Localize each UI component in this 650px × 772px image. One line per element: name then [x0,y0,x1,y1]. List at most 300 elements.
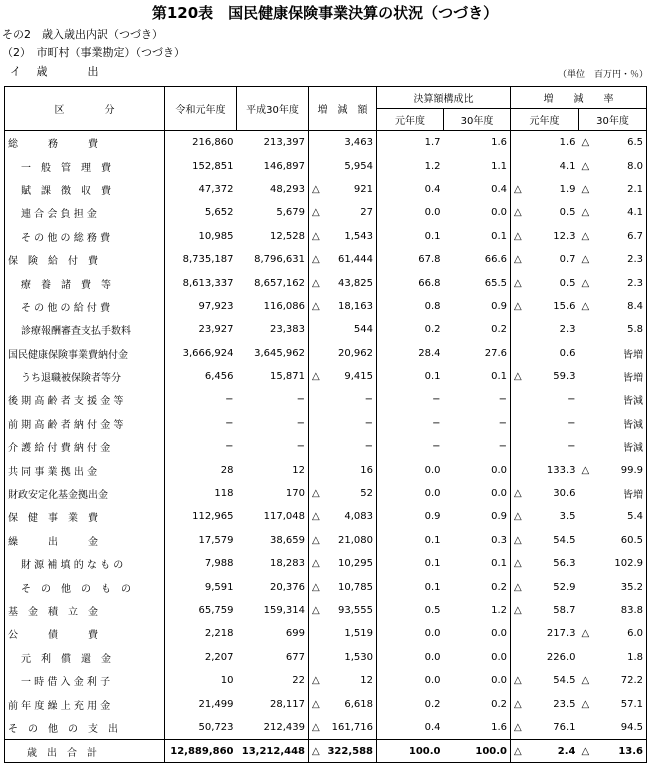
negative-mark: △ [312,745,320,757]
cell-value: 76.1 [553,721,576,733]
row-label-text: 診療報酬審査支払手数料 [21,326,131,338]
cell-value: 皆減 [623,419,643,431]
cell-value: 0.1 [424,534,441,546]
cell-cr1 [377,318,444,341]
cell-value: 0.0 [424,464,441,476]
cell-value: 10 [220,675,234,687]
cell-h30 [237,178,309,201]
cell-r1 [165,271,237,294]
cell-ch30 [444,716,511,740]
cell-value: − [432,394,441,406]
table-row [5,669,647,692]
cell-ch30 [444,295,511,318]
cell-ch30 [444,388,511,411]
row-label [5,646,165,669]
row-label-text: 財 源 補 填 的 な も の [21,560,124,572]
cell-cr1 [377,692,444,715]
cell-value: − [364,441,373,453]
cell-value: 12 [292,464,305,476]
cell-value: 3,666,924 [182,347,234,359]
cell-value: 0.2 [491,581,507,593]
cell-cr1 [377,271,444,294]
cell-cr1 [377,131,444,155]
row-label [5,505,165,528]
cell-r1 [165,435,237,458]
cell-value: 13,212,448 [241,745,305,757]
cell-cr1 [377,178,444,201]
row-label-text: 財政安定化基金拠出金 [8,490,108,502]
cell-ch30 [444,552,511,575]
header-r1: 令和元年度 [165,87,237,131]
negative-mark: △ [581,230,590,242]
cell-rr1 [511,248,579,271]
cell-value: 83.8 [620,605,643,616]
row-label-text: そ の 他 の 総 務 費 [21,232,111,244]
cell-value: 0.5 [559,207,576,219]
cell-r1 [165,131,237,155]
cell-value: 38,659 [270,534,305,546]
cell-ch30 [444,412,511,435]
negative-mark: △ [514,488,522,500]
cell-value: 0.9 [424,511,441,523]
cell-cr1 [377,154,444,177]
row-label-text: そ の 他 の 支 出 [8,723,118,735]
cell-value: 12,528 [270,230,305,242]
cell-h30 [237,225,309,248]
cell-value: 0.0 [491,488,507,500]
row-label [5,435,165,458]
cell-rh30 [579,131,647,155]
cell-rh30 [579,482,647,505]
cell-value: 22 [292,675,305,687]
row-label [5,575,165,598]
cell-h30 [237,318,309,341]
table-row [5,622,647,645]
cell-chg [309,552,377,575]
cell-ch30 [444,575,511,598]
cell-value: 21,080 [338,534,373,546]
subtitle-expenditure: イ 歳 出 [10,65,105,78]
cell-value: 217.3 [546,628,576,640]
cell-cr1 [377,622,444,645]
cell-value: 28 [220,464,234,476]
row-label-text: 繰 出 金 [8,536,98,548]
cell-value: 20,376 [270,581,305,593]
cell-value: 60.5 [620,534,643,546]
row-label-text: 後 期 高 齢 者 支 援 金 等 [8,396,124,408]
cell-value: − [296,394,305,406]
cell-rr1 [511,318,579,341]
header-change: 増 減 額 [309,87,377,131]
row-label-text: 保 健 事 業 費 [8,513,98,525]
cell-value: 0.0 [424,675,441,687]
cell-value: 8,657,162 [254,277,305,289]
cell-value: 0.2 [491,324,507,336]
cell-value: 1.6 [559,137,576,149]
cell-chg [309,318,377,341]
cell-value: 116,086 [263,300,305,312]
cell-value: 66.6 [484,254,507,266]
negative-mark: △ [581,698,590,710]
row-label [5,178,165,201]
cell-ch30 [444,318,511,341]
cell-value: 0.0 [424,488,441,500]
cell-rr1 [511,435,579,458]
cell-value: 0.1 [424,558,441,570]
row-label-text: 賦 課 徴 収 費 [21,185,111,197]
cell-value: 5.4 [627,511,643,523]
cell-ch30 [444,154,511,177]
negative-mark: △ [514,581,522,593]
cell-value: 59.3 [553,371,576,383]
cell-cr1 [377,552,444,575]
cell-h30 [237,646,309,669]
cell-r1 [165,529,237,552]
cell-h30 [237,599,309,622]
cell-value: 15,871 [270,371,305,383]
cell-value: 2,218 [204,628,234,640]
cell-rr1 [511,295,579,318]
cell-value: − [432,417,441,429]
cell-value: 0.5 [424,605,441,616]
cell-value: 0.4 [491,183,507,195]
cell-value: 226.0 [546,651,576,663]
negative-mark: △ [581,675,590,687]
cell-chg [309,365,377,388]
cell-value: 0.4 [424,183,441,195]
negative-mark: △ [514,745,522,757]
row-label-text: 歳 出 合 計 [27,747,97,759]
cell-value: 8,613,337 [182,277,234,289]
table-row [5,716,647,740]
cell-r1 [165,178,237,201]
negative-mark: △ [312,488,320,500]
cell-rr1 [511,131,579,155]
negative-mark: △ [581,137,590,149]
cell-value: 8.0 [627,160,643,172]
cell-value: 皆減 [623,443,643,455]
cell-ch30 [444,201,511,224]
cell-r1 [165,248,237,271]
row-label-text: 一 般 管 理 費 [21,162,111,174]
negative-mark: △ [514,558,522,570]
cell-r1 [165,318,237,341]
cell-value: 7,988 [204,558,234,570]
cell-h30 [237,692,309,715]
cell-value: 94.5 [620,721,643,733]
expenditure-table [4,86,647,763]
total-row [5,740,647,763]
cell-value: 6,456 [204,371,234,383]
cell-value: 56.3 [553,558,576,570]
cell-value: 2.1 [627,183,643,195]
cell-rh30 [579,248,647,271]
cell-chg [309,740,377,763]
cell-rr1 [511,622,579,645]
table-row [5,435,647,458]
row-label-text: 前 年 度 繰 上 充 用 金 [8,700,111,712]
cell-ch30 [444,740,511,763]
cell-value: 52 [360,488,373,500]
negative-mark: △ [581,300,590,312]
table-row [5,388,647,411]
header-rate-h30: 30年度 [579,109,647,131]
cell-rh30 [579,622,647,645]
cell-rr1 [511,154,579,177]
table-row [5,131,647,155]
cell-value: 0.0 [491,207,507,219]
cell-rr1 [511,740,579,763]
cell-value: 15.6 [553,300,576,312]
cell-rh30 [579,412,647,435]
row-label [5,154,165,177]
cell-r1 [165,646,237,669]
cell-ch30 [444,622,511,645]
cell-chg [309,201,377,224]
negative-mark: △ [581,464,590,476]
cell-r1 [165,716,237,740]
cell-rh30 [579,388,647,411]
cell-value: 117,048 [263,511,305,523]
cell-value: 0.6 [559,347,576,359]
cell-value: − [225,441,234,453]
row-label [5,716,165,740]
cell-value: 1.9 [559,183,576,195]
cell-value: 0.9 [491,511,507,523]
row-label-text: 一 時 借 入 金 利 子 [21,677,111,689]
row-label [5,365,165,388]
cell-value: 1.2 [491,605,507,616]
cell-chg [309,716,377,740]
cell-value: 28.4 [418,347,441,359]
negative-mark: △ [312,558,320,570]
row-label [5,295,165,318]
cell-chg [309,295,377,318]
cell-value: 16 [360,464,373,476]
header-rate-r1: 元年度 [511,109,579,131]
cell-r1 [165,201,237,224]
row-label [5,248,165,271]
cell-value: 1.7 [424,137,441,149]
cell-value: 5,954 [344,160,373,172]
row-label [5,740,165,763]
cell-value: 677 [285,651,305,663]
header-ratio-h30: 30年度 [444,109,511,131]
cell-ch30 [444,458,511,481]
cell-ch30 [444,482,511,505]
cell-value: − [432,441,441,453]
cell-value: 67.8 [418,254,441,266]
table-row [5,201,647,224]
cell-value: 50,723 [198,721,234,733]
cell-value: 18,283 [270,558,305,570]
cell-rr1 [511,716,579,740]
cell-value: 93,555 [338,605,373,616]
cell-value: − [567,394,576,406]
cell-value: 8,796,631 [254,254,305,266]
cell-value: 3,645,962 [254,347,305,359]
row-label [5,131,165,155]
cell-value: 921 [353,183,373,195]
row-label-text: 国民健康保険事業費納付金 [8,349,128,361]
cell-ch30 [444,599,511,622]
cell-value: 216,860 [192,137,234,149]
cell-cr1 [377,505,444,528]
negative-mark: △ [312,371,320,383]
negative-mark: △ [581,628,590,640]
cell-r1 [165,740,237,763]
cell-value: 159,314 [263,605,305,616]
cell-h30 [237,458,309,481]
cell-chg [309,225,377,248]
row-label-text: 公 債 費 [8,630,98,642]
cell-value: 0.0 [424,651,441,663]
cell-value: 6,618 [344,698,373,710]
cell-value: 58.7 [553,605,576,616]
cell-value: 152,851 [192,160,234,172]
cell-chg [309,505,377,528]
cell-value: − [567,441,576,453]
negative-mark: △ [581,207,590,219]
negative-mark: △ [312,581,320,593]
row-label [5,669,165,692]
cell-h30 [237,482,309,505]
cell-value: 27.6 [484,347,507,359]
row-label-text: 総 務 費 [8,139,98,151]
subtitle-municipality: （2） 市町村（事業勘定）（つづき） [2,46,185,59]
table-row [5,154,647,177]
cell-rh30 [579,458,647,481]
row-label [5,692,165,715]
cell-h30 [237,412,309,435]
cell-r1 [165,505,237,528]
cell-h30 [237,271,309,294]
cell-value: 2,207 [204,651,234,663]
cell-rr1 [511,388,579,411]
negative-mark: △ [581,745,590,757]
row-label-text: 基 金 積 立 金 [8,607,98,618]
cell-chg [309,154,377,177]
negative-mark: △ [581,254,590,266]
cell-value: 133.3 [546,464,576,476]
cell-value: 213,397 [263,137,305,149]
cell-value: − [498,394,507,406]
cell-ch30 [444,435,511,458]
negative-mark: △ [514,721,522,733]
cell-value: 6.0 [627,628,643,640]
cell-h30 [237,575,309,598]
cell-value: 0.0 [491,628,507,640]
cell-chg [309,178,377,201]
cell-rr1 [511,646,579,669]
cell-rr1 [511,599,579,622]
cell-cr1 [377,435,444,458]
cell-cr1 [377,365,444,388]
cell-rh30 [579,271,647,294]
cell-cr1 [377,201,444,224]
cell-value: − [296,417,305,429]
negative-mark: △ [514,605,522,616]
table-row [5,318,647,341]
cell-rr1 [511,178,579,201]
cell-value: 2.3 [627,277,643,289]
cell-value: 8.4 [627,300,643,312]
row-label [5,225,165,248]
cell-cr1 [377,646,444,669]
cell-value: 72.2 [620,675,643,687]
row-label [5,318,165,341]
cell-value: 0.8 [424,300,441,312]
cell-chg [309,692,377,715]
cell-value: 0.2 [491,698,507,710]
cell-r1 [165,365,237,388]
cell-value: 0.0 [424,207,441,219]
row-label-text: 前 期 高 齢 者 納 付 金 等 [8,419,124,431]
cell-value: 10,295 [338,558,373,570]
cell-rr1 [511,692,579,715]
cell-value: 48,293 [270,183,305,195]
table-row [5,271,647,294]
cell-ch30 [444,646,511,669]
cell-rh30 [579,505,647,528]
negative-mark: △ [312,698,320,710]
negative-mark: △ [581,183,590,195]
cell-value: 4.1 [627,207,643,219]
cell-rr1 [511,271,579,294]
row-label-text: うち退職被保険者等分 [21,373,121,385]
header-ratio-r1: 元年度 [377,109,444,131]
cell-chg [309,342,377,365]
cell-cr1 [377,599,444,622]
cell-value: 118 [214,488,234,500]
cell-r1 [165,552,237,575]
cell-value: 5,679 [276,207,305,219]
cell-value: 4,083 [344,511,373,523]
cell-h30 [237,201,309,224]
cell-value: 54.5 [553,675,576,687]
cell-value: 8,735,187 [182,254,234,266]
table-row [5,458,647,481]
cell-rh30 [579,575,647,598]
row-label-text: 介 護 給 付 費 納 付 金 [8,443,111,455]
cell-value: 20,962 [338,347,373,359]
cell-ch30 [444,225,511,248]
cell-value: 2.3 [627,254,643,266]
cell-value: 0.1 [424,230,441,242]
cell-value: 3,463 [344,137,373,149]
cell-value: 5.8 [627,324,643,336]
cell-value: 13.6 [618,745,643,757]
row-label [5,412,165,435]
cell-cr1 [377,388,444,411]
cell-rh30 [579,295,647,318]
cell-value: − [498,417,507,429]
cell-rh30 [579,178,647,201]
cell-chg [309,435,377,458]
table-row [5,575,647,598]
cell-chg [309,646,377,669]
cell-value: 0.1 [424,581,441,593]
cell-value: 6.5 [627,137,643,149]
cell-rh30 [579,669,647,692]
cell-chg [309,482,377,505]
row-label [5,388,165,411]
cell-r1 [165,599,237,622]
cell-value: 皆増 [623,373,643,385]
cell-cr1 [377,412,444,435]
cell-value: 0.1 [491,230,507,242]
cell-value: 17,579 [198,534,234,546]
